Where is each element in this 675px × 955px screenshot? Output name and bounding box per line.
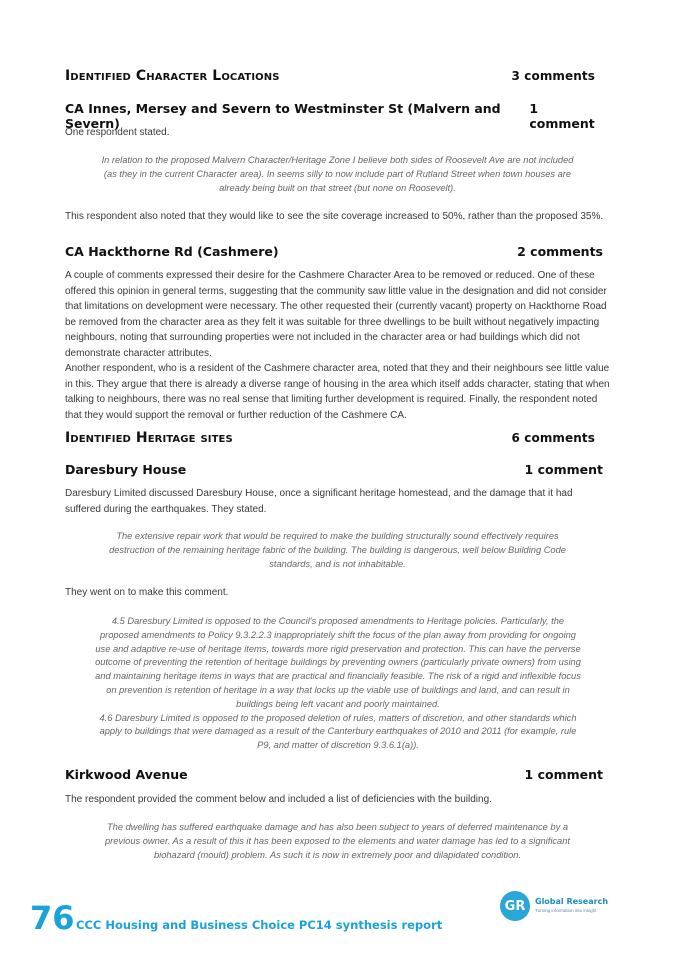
section-title: Identified Heritage sites	[65, 430, 233, 446]
subheading-daresbury-house	[65, 462, 603, 477]
paragraph: This respondent also noted that they would like to see the site coverage increased to 50%, rather than the proposed 35%.	[65, 211, 604, 222]
logo-name: Global Research	[535, 897, 609, 906]
section-heading-character-locations	[65, 68, 595, 84]
global-research-logo	[500, 889, 610, 923]
paragraph: The respondent provided the comment below and included a list of deficiencies with the building.	[65, 794, 492, 805]
paragraph: One respondent stated.	[65, 127, 170, 138]
subheading-hackthorne	[65, 244, 603, 259]
section-title: Identified Character Locations	[65, 68, 280, 84]
subheading-title: CA Innes, Mersey and Severn to Westminster St (Malvern and Severn)	[65, 101, 501, 131]
subheading-title: CA Hackthorne Rd (Cashmere)	[65, 244, 279, 259]
paragraph: Daresbury Limited discussed Daresbury House, once a significant heritage homestead, and the damage that it had suffered during the earthquakes. They stated.	[65, 488, 573, 515]
section-count: 6 comments	[511, 431, 595, 445]
section-heading-heritage-sites	[65, 430, 595, 446]
footer-title: CCC Housing and Business Choice PC14 synthesis report	[76, 918, 443, 932]
section-count: 3 comments	[511, 69, 595, 83]
quote-block	[92, 615, 584, 753]
subheading-count: 1 comment	[529, 101, 595, 131]
subheading-kirkwood-avenue	[65, 767, 603, 782]
subheading-title: Kirkwood Avenue	[65, 767, 188, 782]
subheading-count: 1 comment	[524, 767, 603, 782]
quote-paragraph: 4.6 Daresbury Limited is opposed to the proposed deletion of rules, matters of discretion, and other standards which apply to buildings that were damaged as a result of the Canterbury earthquakes of 2010 and 2011 (for example, rule P9, and matter of discretion 9.3.6.1(a)).	[99, 712, 577, 751]
quote-block: The dwelling has suffered earthquake damage and has also been subject to years of deferred maintenance by a previous owner. As a result of this it has been exposed to the elements and water damage has led to a significant biohazard (mould) problem. As such it is now in extremely poor and dilapidated condition.	[105, 822, 570, 860]
quote-block: The extensive repair work that would be required to make the building structurally sound effectively requires destruction of the remaining heritage fabric of the building. The building is dangerous, well below Building Code standards, and is not inhabitable.	[109, 531, 566, 569]
paragraph: They went on to make this comment.	[65, 587, 229, 598]
logo-tagline: Turning information into insight	[535, 908, 597, 913]
subheading-title: Daresbury House	[65, 462, 187, 477]
quote-paragraph: 4.5 Daresbury Limited is opposed to the Council's proposed amendments to Heritage policies. Particularly, the proposed amendments to Policy 9.3.2.2.3 inappropriately shift the focus of the plan away from providing for ongoing use and adaptive re-use of heritage items, towards more rigid preservation and protection. This can have the perverse outcome of preventing the retention of heritage buildings by preventing owners (particularly private owners) from using and maintaining heritage items in ways that are practical and financially feasible. The risk of a rigid and inflexible focus on prevention is retention of heritage in a way that locks up the viable use of buildings and land, and can result in buildings being left vacant and poorly maintained.	[95, 616, 581, 709]
paragraph: Another respondent, who is a resident of the Cashmere character area, noted that they and their neighbours see little value in this. They argue that there is already a diverse range of housing in the area which itself adds character, stating that when talking to neighbours, there was no real sense that limiting further development is required. Finally, the respondent noted that they would support the removal or further reduction of the Cashmere CA.	[65, 363, 610, 421]
paragraph: A couple of comments expressed their desire for the Cashmere Character Area to be removed or reduced. One of these offered this opinion in general terms, suggesting that the community saw little value in the designation and did not consider that limitations on development were necessary. The other requested their (currently vacant) property on Hackthorne Road be removed from the character area as they felt it was suitable for three dwellings to be built without negatively impacting neighbours, noting that surrounding properties were not included in the character area or had buildings which did not demonstrate character attributes.	[65, 270, 607, 359]
quote-block: In relation to the proposed Malvern Character/Heritage Zone I believe both sides of Roosevelt Ave are not included (as they in the current Character area). In seems silly to now include part of Rutland Street when town houses are already being built on that street (but none on Roosevelt).	[101, 155, 574, 193]
logo-icon: GR	[500, 891, 530, 921]
subheading-count: 1 comment	[524, 462, 603, 477]
subheading-count: 2 comments	[517, 244, 603, 259]
page-number: 76	[30, 899, 75, 937]
